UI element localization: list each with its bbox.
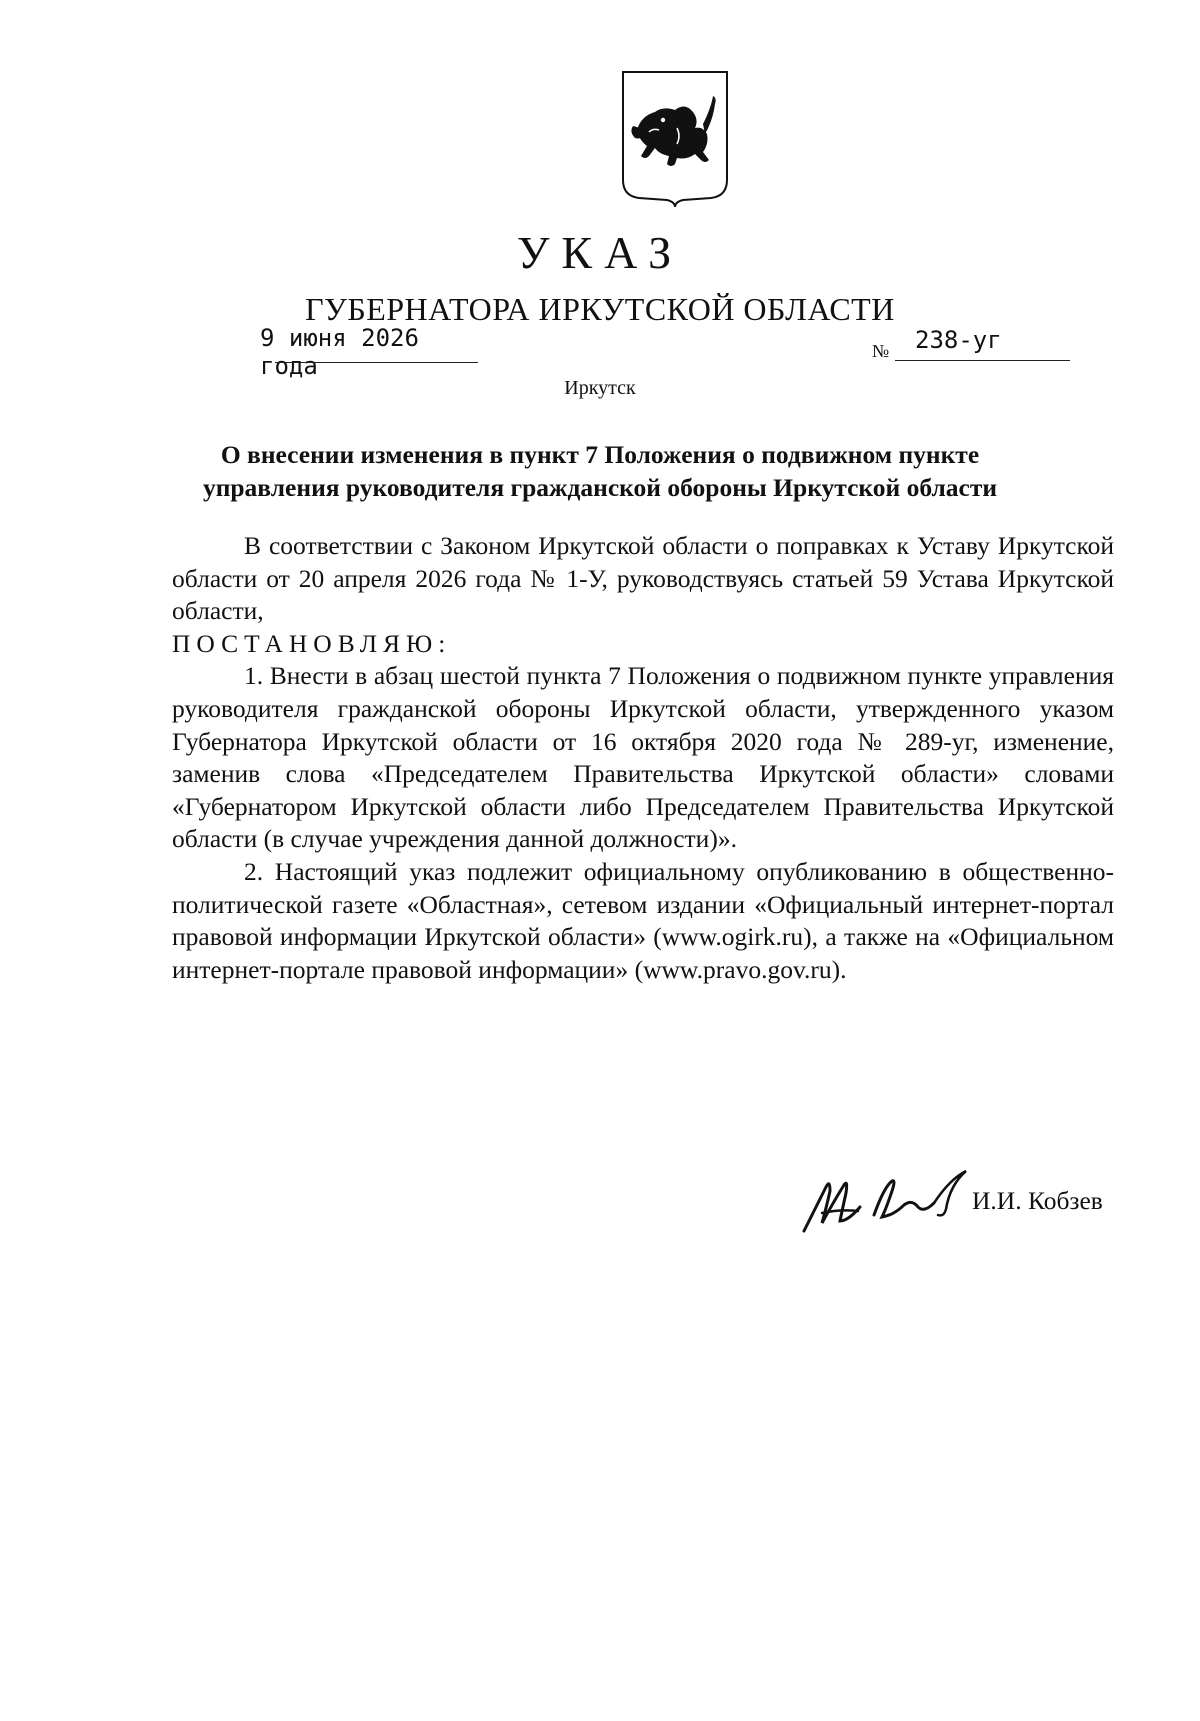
signatory-name: И.И. Кобзев — [972, 1186, 1103, 1215]
resolve-heading: ПОСТАНОВЛЯЮ: — [172, 628, 452, 658]
document-type: УКАЗ — [516, 227, 684, 278]
number-underline — [895, 360, 1070, 361]
document-title — [150, 438, 1050, 504]
coat-of-arms-icon — [619, 68, 731, 208]
item-2-paragraph: 2. Настоящий указ подлежит официальному опубликованию в общественно-политической газете «Областная», сетевом издании «Официальный интернет-портал правовой информации Иркутской области» (www.ogirk.ru), а также на «Официальном интернет-портале правовой информации» (www.pravo.gov.ru). — [172, 856, 1114, 984]
document-date: 9 июня 2026 года — [260, 324, 419, 380]
title-line-1: О внесении изменения в пункт 7 Положения о подвижном пункте — [220, 440, 980, 469]
document-number: 238-уг — [915, 326, 1002, 354]
item-1-paragraph: 1. Внести в абзац шестой пункта 7 Положения о подвижном пункте управления руководителя гражданской обороны Иркутской области, утвержденного указом Губернатора Иркутской области от 16 октября 2020 года № 289-уг, изменение, заменив слова «Председателем Правительства Иркутской области» словами «Губернатором Иркутской области либо Председателем Правительства Иркутской области (в случае учреждения данной должности)». — [172, 661, 1114, 854]
document-body — [172, 530, 1114, 986]
preamble-paragraph: В соответствии с Законом Иркутской области о поправках к Уставу Иркутской области от 20 апреля 2026 года № 1-У, руководствуясь статьей 59 Устава Иркутской области, — [172, 531, 1114, 626]
signature-icon — [800, 1165, 970, 1235]
issuer-title: ГУБЕРНАТОРА ИРКУТСКОЙ ОБЛАСТИ — [305, 291, 895, 327]
title-line-2: управления руководителя гражданской обороны Иркутской области — [202, 473, 998, 502]
date-underline — [275, 362, 478, 363]
number-sign: № — [872, 341, 890, 361]
issue-city: Иркутск — [564, 377, 636, 399]
